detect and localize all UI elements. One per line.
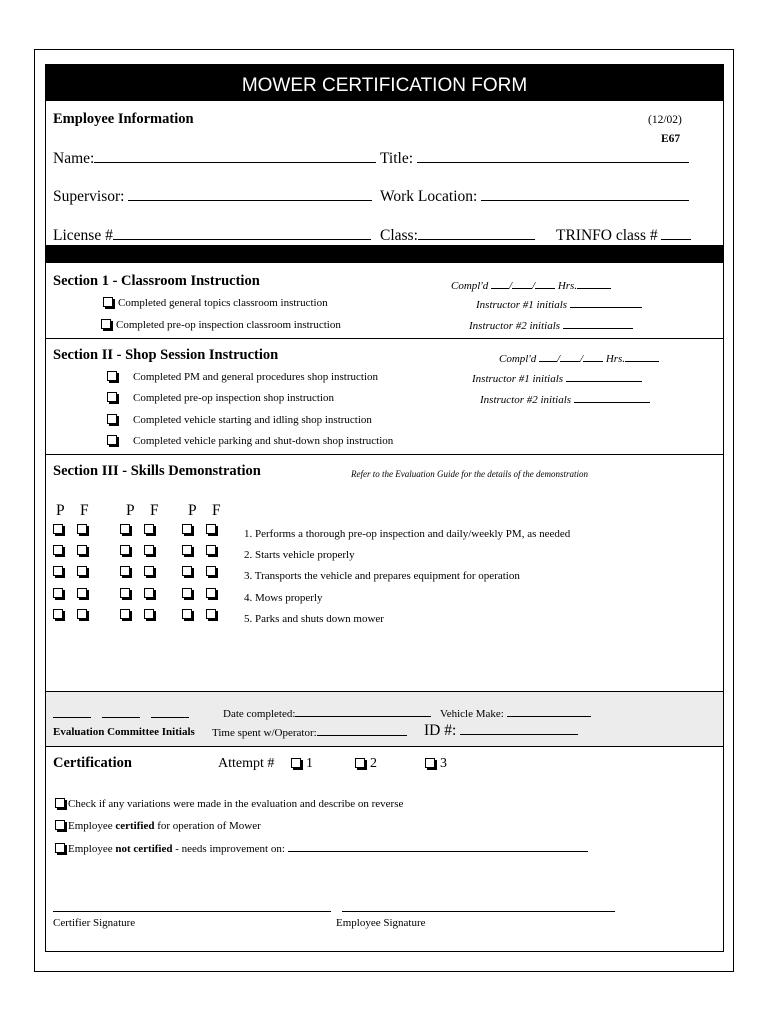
pass-checkbox[interactable] — [120, 588, 130, 598]
checkbox[interactable] — [101, 319, 111, 329]
pass-checkbox[interactable] — [182, 524, 192, 534]
fail-checkbox[interactable] — [77, 524, 87, 534]
pass-label: P — [56, 502, 65, 519]
not-certified-label-post: - needs improvement on: — [172, 843, 285, 855]
employee-signature-label: Employee Signature — [336, 917, 426, 929]
checkbox[interactable] — [107, 435, 117, 445]
pass-checkbox[interactable] — [53, 588, 63, 598]
section1-instructor1-field[interactable] — [476, 298, 642, 311]
fail-checkbox[interactable] — [77, 566, 87, 576]
fail-checkbox[interactable] — [77, 609, 87, 619]
checkbox[interactable] — [107, 371, 117, 381]
section1-completed-field[interactable]: Compl'd / / Hrs. — [451, 279, 611, 292]
class-field[interactable] — [380, 227, 535, 245]
license-field[interactable] — [53, 227, 371, 245]
work-location-field[interactable] — [380, 188, 689, 206]
vehicle-make-field[interactable] — [440, 707, 591, 720]
instructor-label: Instructor #2 initials — [480, 394, 572, 406]
certified-label-bold: certified — [115, 820, 155, 832]
title-field[interactable] — [380, 150, 689, 168]
attempt-option[interactable] — [355, 756, 377, 772]
committee-initials-line[interactable] — [53, 717, 91, 718]
date-completed-label: Date completed: — [223, 708, 296, 720]
id-field[interactable] — [424, 722, 578, 740]
fail-checkbox[interactable] — [206, 545, 216, 555]
divider — [45, 338, 724, 339]
section2-item-label: Completed pre-op inspection shop instruction — [133, 392, 335, 404]
committee-initials-label: Evaluation Committee Initials — [53, 726, 195, 738]
section2-item[interactable] — [107, 371, 378, 383]
section2-item[interactable] — [107, 435, 393, 447]
checkbox[interactable] — [55, 843, 65, 853]
pass-checkbox[interactable] — [120, 566, 130, 576]
certified-label-post: for operation of Mower — [154, 820, 261, 832]
id-label: ID #: — [424, 722, 457, 739]
section1-item-label: Completed general topics classroom instruction — [118, 297, 328, 309]
attempt-option[interactable] — [425, 756, 447, 772]
pass-checkbox[interactable] — [53, 524, 63, 534]
section2-item-label: Completed vehicle starting and idling shop instruction — [133, 414, 372, 426]
not-certified-option[interactable] — [55, 842, 588, 855]
certifier-signature-label: Certifier Signature — [53, 917, 136, 929]
skill-item: 3. Transports the vehicle and prepares equipment for operation — [244, 570, 520, 582]
not-certified-label-pre: Employee — [68, 843, 116, 855]
pass-label: P — [126, 502, 135, 519]
fail-checkbox[interactable] — [206, 609, 216, 619]
fail-checkbox[interactable] — [144, 566, 154, 576]
section2-instructor2-field[interactable] — [480, 393, 650, 406]
fail-checkbox[interactable] — [144, 524, 154, 534]
fail-checkbox[interactable] — [144, 609, 154, 619]
section1-item[interactable] — [103, 297, 328, 309]
section3-note: Refer to the Evaluation Guide for the details of the demonstration — [351, 469, 588, 479]
fail-checkbox[interactable] — [206, 588, 216, 598]
time-spent-field[interactable] — [212, 726, 407, 739]
pass-checkbox[interactable] — [53, 545, 63, 555]
employee-info-heading: Employee Information — [53, 111, 194, 127]
vehicle-make-label: Vehicle Make: — [440, 708, 504, 720]
attempt-number: 3 — [440, 756, 447, 771]
section1-instructor2-field[interactable] — [469, 319, 633, 332]
instructor-label: Instructor #1 initials — [476, 299, 568, 311]
title-label: Title: — [380, 150, 414, 167]
checkbox[interactable] — [55, 820, 65, 830]
form-title: MOWER CERTIFICATION FORM — [45, 64, 724, 101]
name-label: Name: — [53, 150, 95, 167]
section2-compl-label: Compl'd — [499, 353, 537, 365]
supervisor-field[interactable] — [53, 188, 372, 206]
pass-checkbox[interactable] — [120, 609, 130, 619]
section2-hrs-label: Hrs. — [605, 353, 626, 365]
checkbox[interactable] — [107, 414, 117, 424]
fail-checkbox[interactable] — [144, 588, 154, 598]
attempt-option[interactable] — [291, 756, 313, 772]
section-divider-bar — [45, 245, 724, 263]
improvement-line[interactable] — [288, 842, 588, 852]
license-label: License # — [53, 227, 113, 244]
divider — [45, 454, 724, 455]
fail-checkbox[interactable] — [77, 588, 87, 598]
variations-label: Check if any variations were made in the evaluation and describe on reverse — [68, 798, 404, 810]
pass-checkbox[interactable] — [182, 566, 192, 576]
fail-label: F — [212, 502, 221, 519]
section2-heading: Section II - Shop Session Instruction — [53, 347, 279, 363]
section2-completed-field[interactable]: Compl'd / / Hrs. — [499, 352, 659, 365]
attempt-number: 2 — [370, 756, 377, 771]
section1-heading: Section 1 - Classroom Instruction — [53, 273, 260, 289]
section2-item-label: Completed vehicle parking and shut-down shop instruction — [133, 435, 394, 447]
checkbox[interactable] — [425, 758, 435, 768]
work-location-label: Work Location: — [380, 188, 478, 205]
skill-item: 1. Performs a thorough pre-op inspection and daily/weekly PM, as needed — [244, 528, 571, 540]
section1-compl-label: Compl'd — [451, 280, 489, 292]
form-code: E67 — [661, 133, 681, 145]
checkbox[interactable] — [55, 798, 65, 808]
supervisor-label: Supervisor: — [53, 188, 125, 205]
pass-checkbox[interactable] — [53, 609, 63, 619]
fail-checkbox[interactable] — [144, 545, 154, 555]
class-label: Class: — [380, 227, 418, 244]
name-field[interactable] — [53, 150, 376, 168]
variations-option[interactable] — [55, 798, 403, 810]
checkbox[interactable] — [107, 392, 117, 402]
fail-checkbox[interactable] — [77, 545, 87, 555]
fail-checkbox[interactable] — [206, 566, 216, 576]
divider — [45, 746, 724, 747]
certified-option[interactable] — [55, 820, 261, 832]
fail-checkbox[interactable] — [206, 524, 216, 534]
skill-item: 5. Parks and shuts down mower — [244, 613, 384, 625]
checkbox[interactable] — [103, 297, 113, 307]
section2-item[interactable] — [107, 392, 334, 404]
section2-instructor1-field[interactable] — [472, 372, 642, 385]
trinfo-label: TRINFO class # — [556, 227, 658, 244]
certified-label-pre: Employee — [68, 820, 116, 832]
employee-signature-line[interactable] — [342, 911, 615, 912]
committee-initials-line[interactable] — [102, 717, 140, 718]
section1-hrs-label: Hrs. — [557, 280, 578, 292]
pass-checkbox[interactable] — [182, 588, 192, 598]
skill-item: 2. Starts vehicle properly — [244, 549, 355, 561]
pass-checkbox[interactable] — [182, 545, 192, 555]
time-spent-label: Time spent w/Operator: — [212, 727, 317, 739]
fail-label: F — [80, 502, 89, 519]
attempt-label: Attempt # — [218, 756, 275, 771]
pass-checkbox[interactable] — [53, 566, 63, 576]
fail-label: F — [150, 502, 159, 519]
section1-item-label: Completed pre-op inspection classroom instruction — [116, 319, 341, 331]
certification-heading: Certification — [53, 755, 132, 771]
pass-label: P — [188, 502, 197, 519]
form-revision: (12/02) — [648, 114, 682, 126]
committee-initials-line[interactable] — [151, 717, 189, 718]
checkbox[interactable] — [291, 758, 301, 768]
trinfo-field[interactable] — [556, 227, 691, 245]
not-certified-label-bold: not certified — [115, 843, 173, 855]
section2-item[interactable] — [107, 414, 372, 426]
certifier-signature-line[interactable] — [53, 911, 331, 912]
section3-heading: Section III - Skills Demonstration — [53, 463, 261, 479]
date-completed-field[interactable] — [223, 707, 431, 720]
instructor-label: Instructor #1 initials — [472, 373, 564, 385]
checkbox[interactable] — [355, 758, 365, 768]
instructor-label: Instructor #2 initials — [469, 320, 561, 332]
attempt-number: 1 — [306, 756, 313, 771]
skill-item: 4. Mows properly — [244, 592, 323, 604]
pass-checkbox[interactable] — [120, 545, 130, 555]
section2-item-label: Completed PM and general procedures shop instruction — [133, 371, 379, 383]
pass-checkbox[interactable] — [182, 609, 192, 619]
pass-checkbox[interactable] — [120, 524, 130, 534]
section1-item[interactable] — [101, 319, 341, 331]
